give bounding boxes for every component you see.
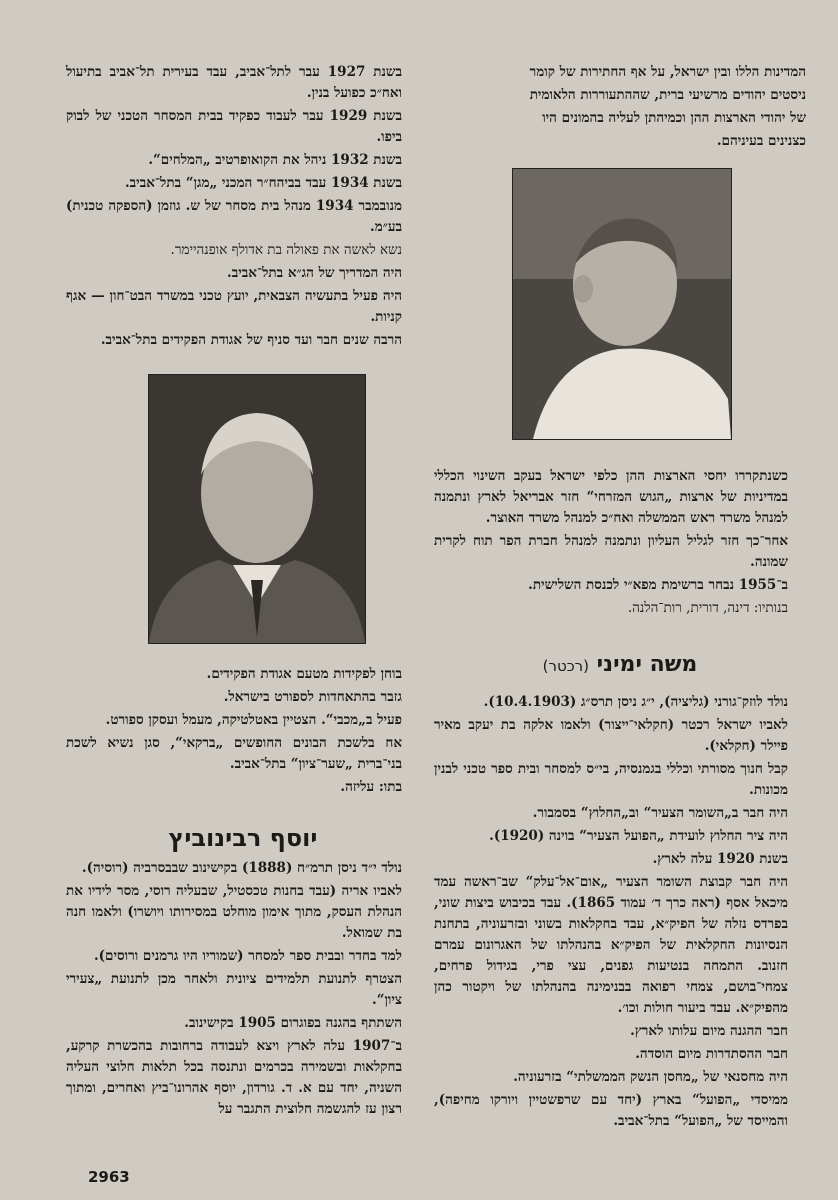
- portrait-photo-avriel: [512, 168, 732, 440]
- paragraph: ב־1955 נבחר ברשימת מפא״י לכנסת השלישית.: [528, 577, 788, 593]
- right-column-bio: [434, 692, 806, 1134]
- paragraph: בשנת 1927 עבר לתל־אביב, עבד בעירית תל־אביב בתיעול ואח״כ כפועל בנין.: [66, 64, 402, 101]
- left-column-middle: [66, 664, 420, 800]
- paragraph: נולד לוזק־גורני (גליציה), י״ג ניסן תרס״ג (10.4.1903).: [483, 694, 788, 710]
- paragraph: היה פעיל בתעשיה הצבאית, יועץ טכני במשרד הבט־חון — אגף קניות.: [66, 288, 402, 325]
- paragraph: השתתף בהגנה בפוגרום 1905 בקישינוב.: [184, 1015, 402, 1031]
- portrait-illustration: [513, 169, 731, 439]
- paragraph: הצטרף לתנועת תלמידים ציונית ולאחר מכן לתנועת „צעירי ציון“.: [66, 971, 402, 1008]
- intro-line: של יהודי הארצות ההן וכמיהתן לעליה בהמונים היו: [542, 110, 806, 126]
- right-column-intro: [434, 62, 806, 154]
- paragraph: ב־1907 עלה לארץ ויצא לעבודה ברחובות בהכשרת קרקע, בחקלאות ובשמירה בכרמים ונתנסה בכל תלאות חלוצי העליה השניה, יחד עם א. ד. גורדון, יוסף אהרונו־ביץ ואחרים, ומתוך רצון עז להגשמה חלוצית התגבר על: [66, 1038, 402, 1117]
- paragraph: קבל חנוך מסורתי וכללי בגמנסיה, בי״ס למסחר ובית ספר טכני לבנין מכונות.: [434, 761, 788, 798]
- paragraph: ממיסדי „הפועל“ בארץ (יחד עם שרפשטיין ויורקו מחיפה), והמייסד של „הפועל“ בתל־אביב.: [434, 1092, 788, 1129]
- paragraph: לאביו אריה (עבד בחנות טכסטיל, שבעליה רוסי, מסר לידיו את הנהלת העסק, מתוך אימון מוחלט במסירותו ויושרו) ולאמו חנה בת שמואל.: [66, 883, 402, 941]
- paragraph: בשנת 1934 עבד בביהח״ר המכני „מגן“ בתל־אביב.: [124, 175, 402, 191]
- left-column-top: [66, 62, 420, 353]
- paragraph: בתו: עליזה.: [340, 779, 402, 795]
- paragraph: פעיל ב„מכבי“. הצטיין באטלטיקה, מעמל ועסקן ספורט.: [105, 712, 402, 728]
- paragraph: היה חבר ב„השומר הצעיר“ וב„החלוץ“ בסמבור.: [532, 805, 788, 821]
- paragraph: לאביו ישראל רכטר (חקלאי־ייצור) ולאמו אלקה בת יעקב מאיר פיילר (חקלאי).: [434, 717, 788, 754]
- heading-name: יוסף רבינוביץ: [168, 824, 318, 852]
- paragraph: למד בחדר ובבית ספר למסחר (שמוריו היו גרמנים ורוסים).: [93, 948, 402, 964]
- paragraph: נשא לאשה את פאולה בת אדולף אופנהיימר.: [170, 242, 402, 258]
- paragraph: חבר ההגנה מיום עלותו לארץ.: [630, 1023, 788, 1039]
- intro-line: המדינות הללו ובין ישראל, על אף החתירות של קומר: [529, 64, 806, 80]
- paragraph: בשנת 1920 עלה לארץ.: [652, 851, 788, 867]
- paragraph: היה מחסנאי של „מחסן הנשק הממשלתי“ בזרעוניה.: [513, 1069, 788, 1085]
- paragraph: חבר ההסתדרות מיום הוסדה.: [635, 1046, 788, 1062]
- portrait-photo-rabinovich: [148, 374, 366, 644]
- left-column-bio: [66, 858, 420, 1122]
- paragraph: בשנת 1932 ניהל את הקואופרטיב „המלחים“.: [148, 152, 402, 168]
- intro-line: ניסטים יהודים מרשיעי ברית, שההתעוררות הלאומית: [529, 87, 806, 103]
- paragraph: היה המדריך של הג״א בתל־אביב.: [227, 265, 402, 281]
- portrait-illustration: [149, 375, 365, 643]
- paragraph: בוחן לפקידות מטעם אגודת הפקידים.: [206, 666, 402, 682]
- heading-note: (רכטר): [542, 657, 589, 675]
- paragraph: גזבר בהתאחדות לספורט בישראל.: [223, 689, 402, 705]
- paragraph: בנותיו: דינה, דורית, רות־הלנה.: [627, 600, 788, 616]
- paragraph: בשנת 1929 עבר לעבוד כפקיד בבית המסחר הטכני של לבוק ביפו.: [66, 108, 402, 145]
- paragraph: אחר־כך חזר לגליל העליון ונתמנה למנהל חברת הפר תוח לקרית שמונה.: [434, 533, 788, 570]
- section-heading-moshe-yamini: [434, 652, 806, 677]
- section-heading-yosef-rabinovich: [66, 824, 420, 852]
- page-number: 2963: [88, 1168, 130, 1186]
- intro-line: כצנינים בעיניהם.: [716, 133, 806, 149]
- paragraph: היה חבר קבוצת השומר הצעיר „אום־אל־עלק“ שב־ראשה עמד מיכאל אסף (ראה כרך ד׳ עמוד 1865). עבד בכיבוש ביצות שוני, בפרדס נזלה של הפיק״א, עבד בחקלאות בשוני ובזרעוניה, בתחנת הנסיונות החקלאית של הפיק״א בהנהלתו של האגרונום עמרם חזנוב. התמחה בנטיעות גפנים, עצי פרי, בגידול פרחים, צמחי־בושם, צמחי רפואה בבנימינה בהנהלתו של ויקטור כהן מהפיק״א. עבד ביעור חולות וכו׳.: [434, 874, 788, 1016]
- paragraph: אח בלשכת הבונים החופשים „ברקאי“, סגן נשיא לשכת בני־ברית „שער־ציון“ בתל־אביב.: [66, 735, 402, 772]
- paragraph: כשנתקררו יחסי הארצות ההן כלפי ישראל בעקב השינוי הכללי במדיניות של ארצות „הגוש המזרחי“ חזר אבריאל לארץ ונתמנה למנהל משרד ראש הממשלה ואח״כ למנהל משרד האוצר.: [434, 468, 788, 526]
- right-column-after-photo: [434, 466, 806, 621]
- paragraph: נולד י״ד ניסן תרמ״ח (1888) בקישינוב שבבסרביה (רוסיה).: [81, 860, 402, 876]
- heading-name: משה ימיני: [596, 652, 698, 677]
- paragraph: היה ציר החלוץ לועידת „הפועל הצעיר“ בוינה (1920).: [489, 828, 788, 844]
- paragraph: מנובמבר 1934 מנהל בית מסחר של ש. גוזמן (הספקה טכנית) בע״מ.: [66, 198, 402, 235]
- paragraph: הרבה שנים חבר ועד סניף של אגודת הפקידים בתל־אביב.: [100, 332, 402, 348]
